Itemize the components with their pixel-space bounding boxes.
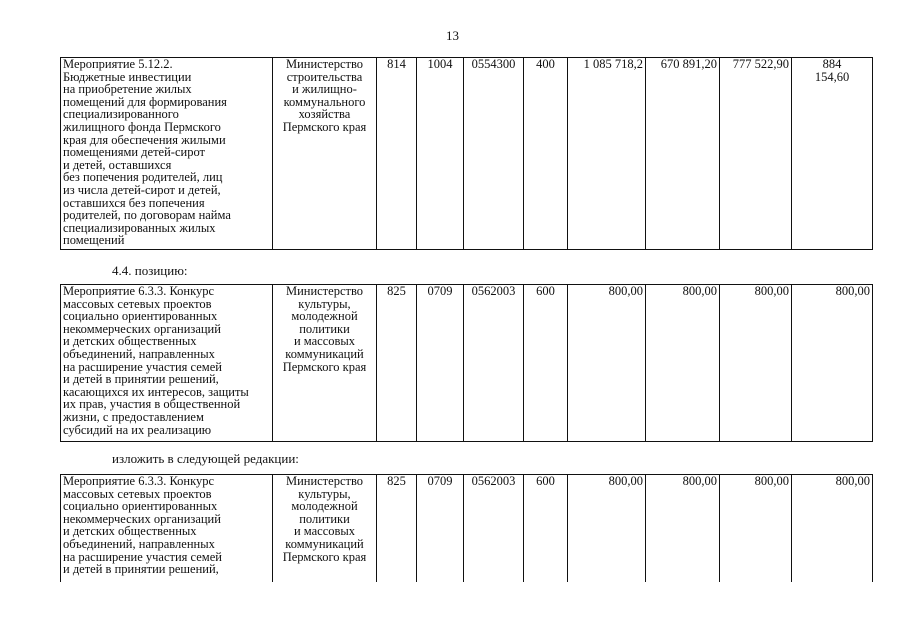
caption-new-edition: изложить в следующей редакции: [112,451,299,466]
amount-year-4-cell: 884 154,60 [792,58,873,250]
rzpr-cell: 0709 [417,285,464,442]
csr-cell: 0562003 [464,285,524,442]
amount-year-3-cell: 800,00 [720,285,792,442]
vr-cell: 600 [524,475,568,582]
amount-year-2-cell: 800,00 [646,475,720,582]
executor-cell: Министерство строительства и жилищно- коммунального хозяйства Пермского края [273,58,377,250]
amount-year-3-cell: 800,00 [720,475,792,582]
amount-year-3-cell: 777 522,90 [720,58,792,250]
amount-year-4-cell: 800,00 [792,285,873,442]
rzpr-cell: 1004 [417,58,464,250]
budget-table-new-6-3-3 [60,474,873,582]
measure-name-cell: Мероприятие 5.12.2. Бюджетные инвестиции на приобретение жилых помещений для формирования специализированного жилищного фонда Пермского края для обеспечения жилыми помещениями детей-сирот и детей, оставшихся без попечения родителей, лиц из числа детей-сирот и детей, оставшихся без попечения родителей, по договорам найма специализированных жилых помещений [61,58,273,250]
measure-name-cell: Мероприятие 6.3.3. Конкурс массовых сетевых проектов социально ориентированных некоммерческих организаций и детских общественных объединений, направленных на расширение участия семей и детей в принятии решений, касающихся их интересов, защиты их прав, участия в общественной жизни, с предоставлением субсидий на их реализацию [61,285,273,442]
grbs-cell: 814 [377,58,417,250]
page-number: 13 [446,28,459,43]
measure-name-cell: Мероприятие 6.3.3. Конкурс массовых сетевых проектов социально ориентированных некоммерческих организаций и детских общественных объединений, направленных на расширение участия семей и детей в принятии решений, [61,475,273,582]
budget-table-old-6-3-3 [60,284,873,442]
amount-year-2-cell: 670 891,20 [646,58,720,250]
amount-year-4-cell: 800,00 [792,475,873,582]
budget-table-old-5-12-2 [60,57,873,250]
grbs-cell: 825 [377,285,417,442]
table-row [61,475,873,582]
grbs-cell: 825 [377,475,417,582]
caption-position: 4.4. позицию: [112,263,188,278]
amount-year-1-cell: 800,00 [568,475,646,582]
amount-year-1-cell: 1 085 718,2 [568,58,646,250]
csr-cell: 0554300 [464,58,524,250]
vr-cell: 600 [524,285,568,442]
csr-cell: 0562003 [464,475,524,582]
executor-cell: Министерство культуры, молодежной политики и массовых коммуникаций Пермского края [273,475,377,582]
amount-year-1-cell: 800,00 [568,285,646,442]
vr-cell: 400 [524,58,568,250]
rzpr-cell: 0709 [417,475,464,582]
amount-year-2-cell: 800,00 [646,285,720,442]
executor-cell: Министерство культуры, молодежной политики и массовых коммуникаций Пермского края [273,285,377,442]
table-row [61,285,873,442]
table-row [61,58,873,250]
